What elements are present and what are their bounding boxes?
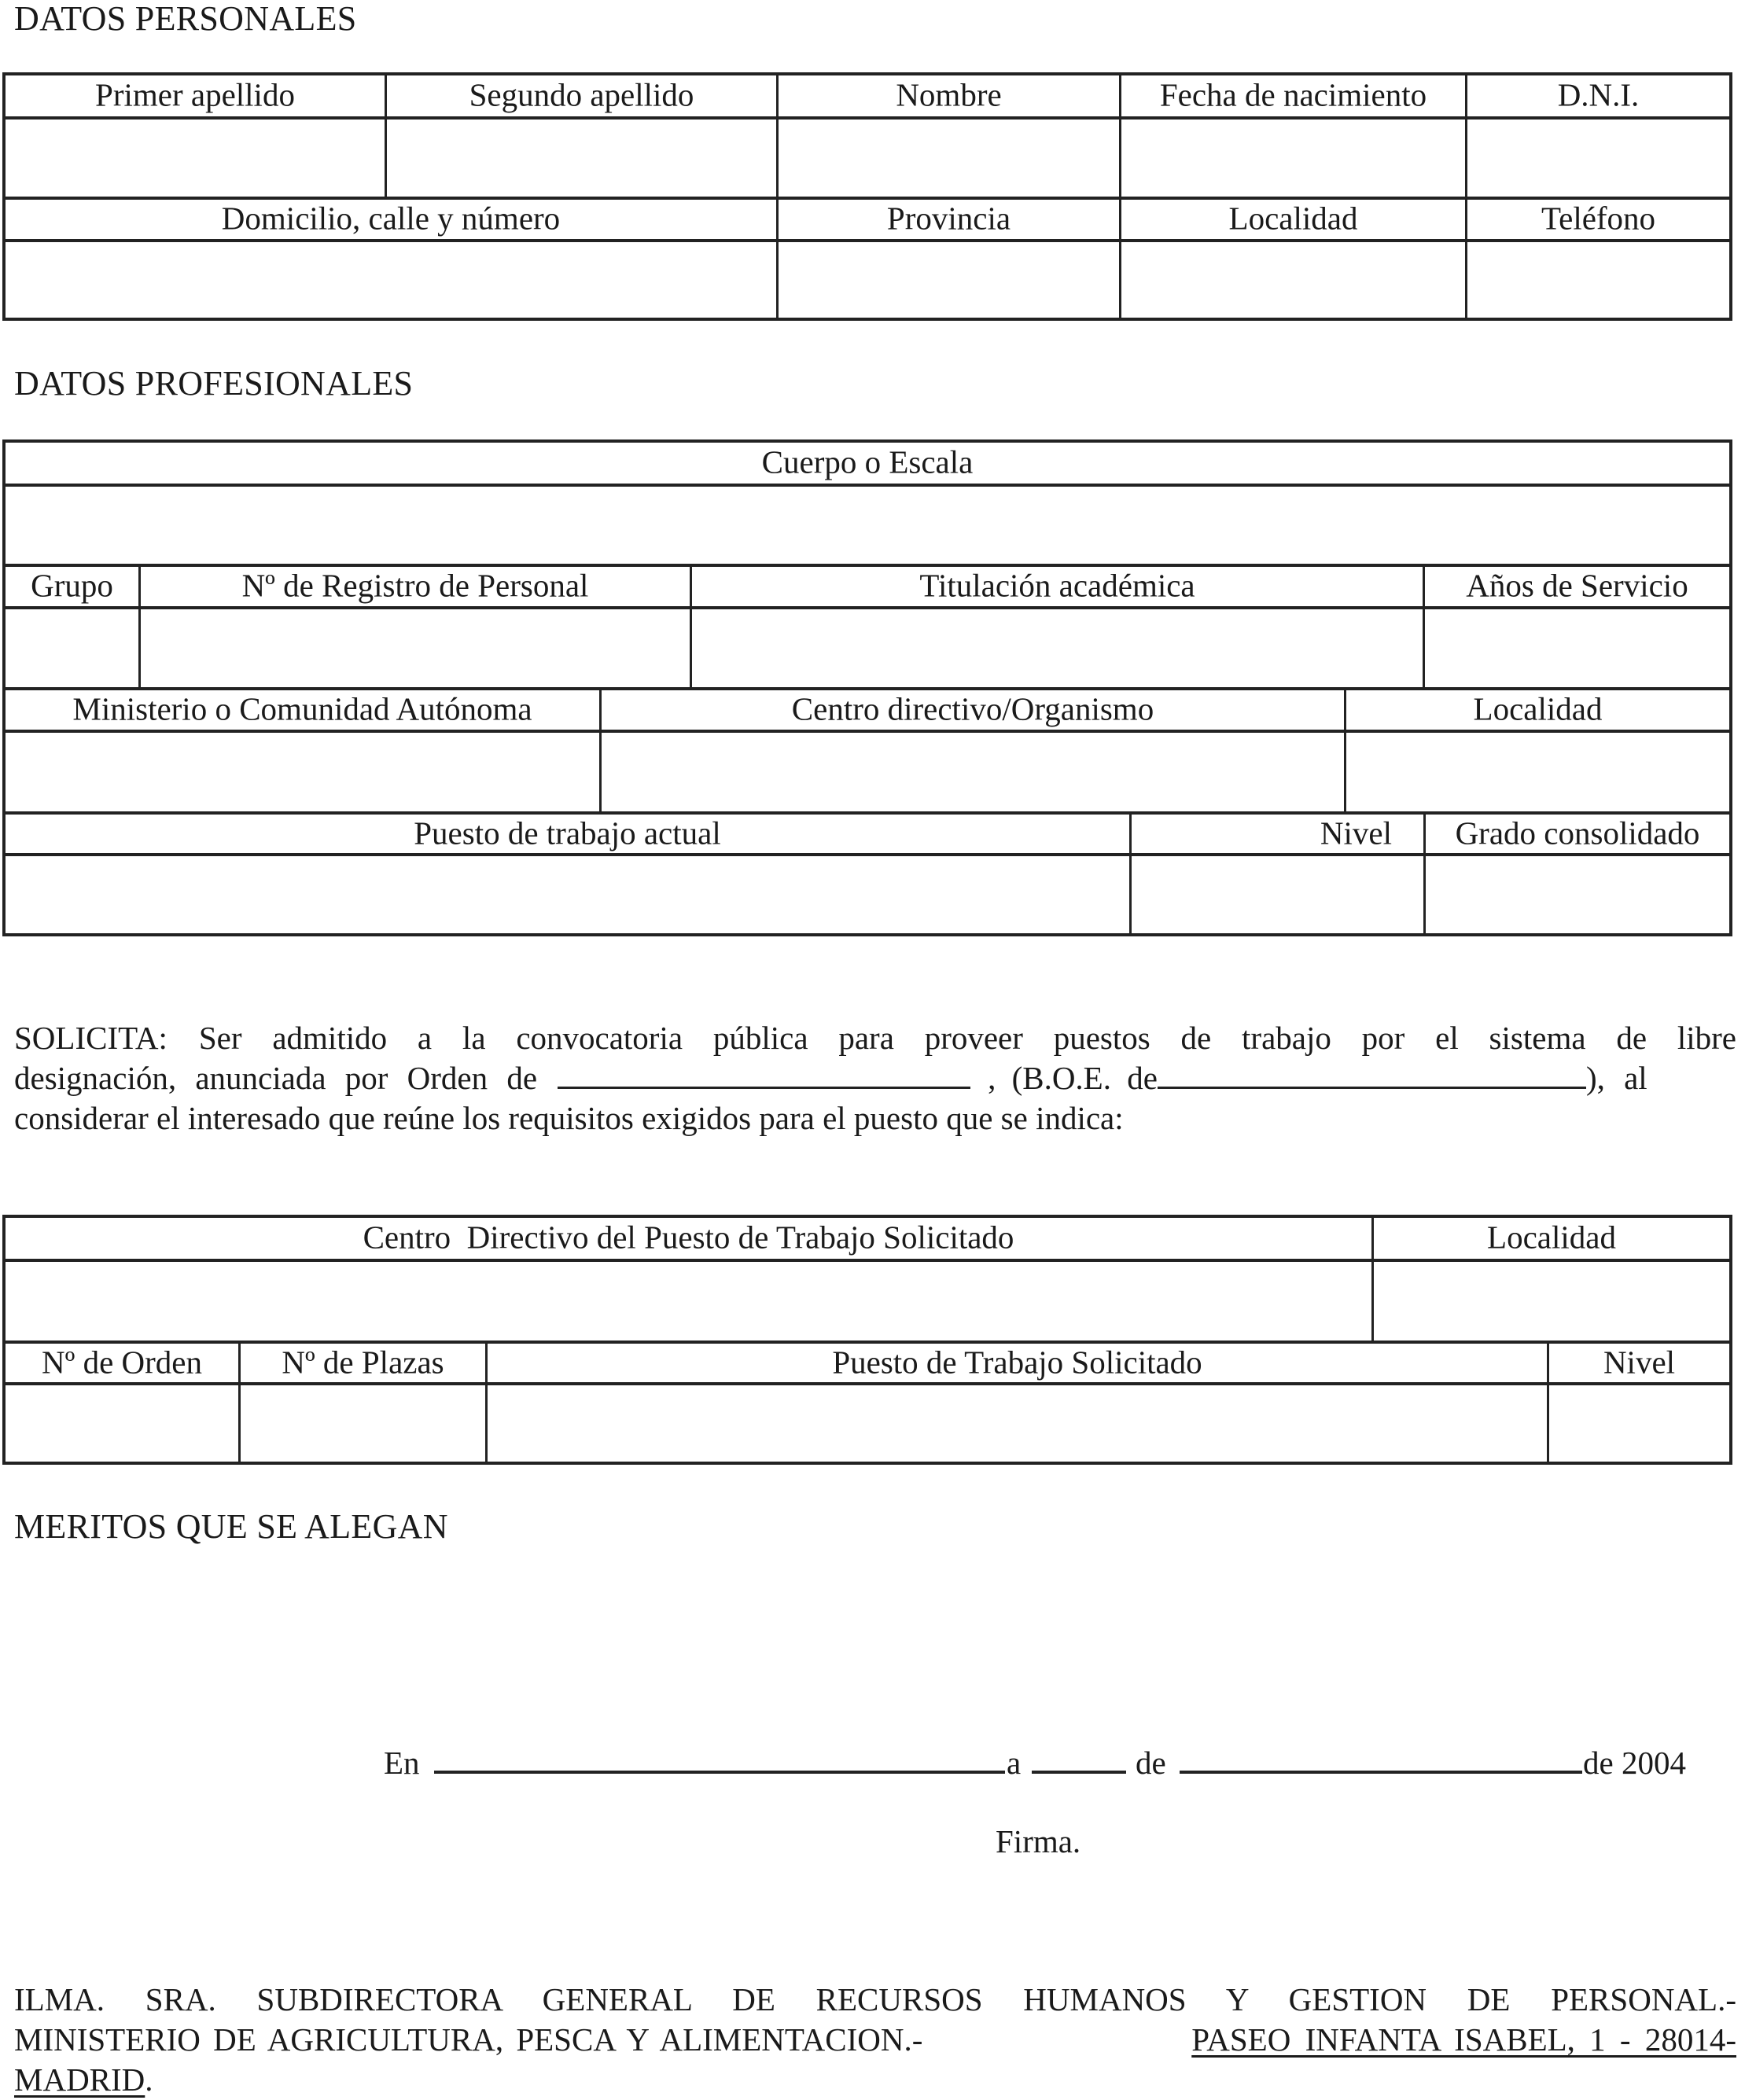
input-cell [1467,120,1729,197]
header-cell [387,75,779,116]
solicita-paragraph [14,1018,1736,1138]
header-cell [1467,200,1729,239]
personal-input-row-2 [6,242,1729,318]
professional-header-row-4 [6,815,1729,856]
requested-input-row-2 [6,1385,1729,1462]
professional-header-row-2 [6,567,1729,609]
header-cell [6,690,602,730]
titulacion-field[interactable] [697,614,1418,682]
personal-data-table [2,72,1732,321]
day-blank[interactable] [1032,1771,1126,1774]
merits-textarea[interactable] [14,1565,1732,1725]
header-cell [692,567,1425,606]
solicita-line-2-b: , (B.O.E. de [988,1060,1158,1096]
addressee-block [14,1980,1736,2100]
signature-a-label: a [1007,1745,1022,1781]
dni-field[interactable] [1472,124,1725,192]
input-cell [6,487,1729,564]
addressee-ministry: MINISTERIO DE AGRICULTURA, PESCA Y ALIMENTACION.- [14,2021,923,2058]
personal-header-row-1 [6,75,1729,120]
localidad-field[interactable] [1126,247,1460,313]
ministerio-field[interactable] [10,737,595,807]
header-cell [6,200,779,239]
grado-consolidado-field[interactable] [1430,861,1725,929]
header-domicilio: Domicilio, calle y número [221,200,561,237]
provincia-field[interactable] [783,247,1114,313]
addressee-line-1: ILMA. SRA. SUBDIRECTORA GENERAL DE RECURSOS HUMANOS Y GESTION DE PERSONAL.- [14,1981,1736,2017]
header-anos-servicio: Años de Servicio [1466,567,1688,604]
header-cell [6,815,1132,853]
solicita-line-1 [14,1018,1736,1058]
input-cell [602,733,1346,811]
header-cell [779,75,1121,116]
header-cell [6,567,141,606]
input-cell [6,120,387,197]
header-dni: D.N.I. [1557,76,1640,113]
header-cell [488,1344,1549,1382]
header-nivel-solicitado: Nivel [1603,1344,1676,1381]
header-cell [6,443,1729,484]
professional-input-row-2 [6,609,1729,690]
header-cell [1121,200,1467,239]
input-cell [488,1385,1549,1462]
domicilio-field[interactable] [10,247,771,313]
solicita-line-2-c: ), al [1585,1060,1647,1096]
cuerpo-escala-field[interactable] [10,491,1725,559]
solicita-line-2-a: designación, anunciada por Orden de [14,1060,538,1096]
header-numero-plazas: Nº de Plazas [282,1344,444,1381]
input-cell [6,609,141,687]
header-nombre: Nombre [896,76,1002,113]
header-localidad: Localidad [1228,200,1358,237]
centro-directivo-field[interactable] [606,737,1339,807]
input-cell [6,856,1132,933]
puesto-solicitado-field[interactable] [492,1390,1542,1457]
header-cell [1426,815,1729,853]
input-cell [1121,120,1467,197]
header-cell [602,690,1346,730]
section-title-personal: DATOS PERSONALES [14,0,357,38]
numero-plazas-field[interactable] [245,1390,480,1457]
professional-header-row-1 [6,443,1729,487]
localidad-solicitada-field[interactable] [1379,1267,1725,1336]
personal-header-row-2 [6,200,1729,242]
nivel-field[interactable] [1136,861,1419,929]
signature-year: de 2004 [1583,1745,1686,1781]
solicita-label: SOLICITA: [14,1020,168,1056]
header-centro-directivo: Centro directivo/Organismo [791,690,1154,727]
addressee-line-3 [14,2060,1736,2100]
header-cuerpo-escala: Cuerpo o Escala [761,443,974,480]
input-cell [141,609,692,687]
input-cell [6,733,602,811]
header-cell [1346,690,1729,730]
header-segundo-apellido: Segundo apellido [469,76,694,113]
segundo-apellido-field[interactable] [392,124,771,192]
registro-personal-field[interactable] [145,614,685,682]
header-primer-apellido: Primer apellido [95,76,295,113]
place-blank[interactable] [434,1771,1005,1774]
addressee-street: PASEO INFANTA ISABEL, 1 - 28014- [1191,2021,1736,2058]
puesto-actual-field[interactable] [10,861,1125,929]
professional-input-row-3 [6,733,1729,815]
header-grupo: Grupo [31,567,113,604]
professional-header-row-3 [6,690,1729,733]
input-cell [1425,609,1729,687]
solicita-line-3: considerar el interesado que reúne los requisitos exigidos para el puesto que se indica: [14,1100,1124,1136]
header-centro-directivo-solicitado: Centro Directivo del Puesto de Trabajo Solicitado [363,1219,1014,1256]
header-titulacion: Titulación académica [919,567,1195,604]
section-title-merits: MERITOS QUE SE ALEGAN [14,1507,448,1546]
professional-input-row-1 [6,487,1729,567]
anos-servicio-field[interactable] [1430,614,1725,682]
nivel-solicitado-field[interactable] [1554,1390,1725,1457]
input-cell [1121,242,1467,318]
requested-header-row-1 [6,1218,1729,1262]
signature-en-label: En [384,1745,420,1781]
header-cell [1467,75,1729,116]
header-cell [1121,75,1467,116]
input-cell [6,242,779,318]
header-registro-personal: Nº de Registro de Personal [241,567,589,604]
header-ministerio: Ministerio o Comunidad Autónoma [72,690,532,727]
signature-firma-label: Firma. [996,1823,1081,1859]
requested-input-row-1 [6,1262,1729,1344]
header-cell [1132,815,1426,853]
input-cell [1346,733,1729,811]
numero-orden-field[interactable] [10,1390,234,1457]
header-localidad-solicitada: Localidad [1487,1219,1616,1256]
header-cell [6,1218,1374,1259]
requested-header-row-2 [6,1344,1729,1385]
header-fecha-nacimiento: Fecha de nacimiento [1159,76,1427,113]
month-blank[interactable] [1180,1771,1582,1774]
signature-de-label: de [1136,1745,1166,1781]
fecha-nacimiento-field[interactable] [1126,124,1460,192]
grupo-field[interactable] [10,614,134,682]
professional-input-row-4 [6,856,1729,933]
input-cell [241,1385,488,1462]
input-cell [1426,856,1729,933]
header-grado-consolidado: Grado consolidado [1455,815,1700,851]
header-provincia: Provincia [886,200,1011,237]
header-cell [779,200,1121,239]
localidad-profesional-field[interactable] [1351,737,1725,807]
addressee-city: MADRID [14,2061,145,2098]
header-cell [1549,1344,1729,1382]
header-cell [6,1344,241,1382]
centro-directivo-solicitado-field[interactable] [10,1267,1367,1336]
header-cell [1374,1218,1729,1259]
header-telefono: Teléfono [1541,200,1656,237]
header-cell [241,1344,488,1382]
input-cell [6,1385,241,1462]
header-nivel: Nivel [1320,815,1392,851]
header-localidad-profesional: Localidad [1473,690,1603,727]
input-cell [1549,1385,1729,1462]
primer-apellido-field[interactable] [10,124,380,192]
section-title-professional: DATOS PROFESIONALES [14,364,414,403]
input-cell [6,1262,1374,1341]
orden-date-blank[interactable] [558,1060,970,1089]
header-cell [1425,567,1729,606]
input-cell [1467,242,1729,318]
input-cell [1374,1262,1729,1341]
header-puesto-solicitado: Puesto de Trabajo Solicitado [832,1344,1202,1381]
input-cell [692,609,1425,687]
boe-date-blank[interactable] [1158,1060,1586,1089]
input-cell [779,242,1121,318]
header-puesto-actual: Puesto de trabajo actual [414,815,721,851]
personal-input-row-1 [6,120,1729,200]
header-numero-orden: Nº de Orden [42,1344,202,1381]
input-cell [387,120,779,197]
nombre-field[interactable] [783,124,1114,192]
professional-data-table [2,439,1732,936]
addressee-period: . [145,2061,153,2098]
header-cell [6,75,387,116]
input-cell [1132,856,1426,933]
requested-post-table [2,1215,1732,1465]
input-cell [779,120,1121,197]
addressee-line-2 [14,2020,1736,2060]
solicita-line-2 [14,1058,1736,1098]
solicita-line-1-text: Ser admitido a la convocatoria pública para proveer puestos de trabajo por el sistema de libre [198,1020,1736,1056]
header-cell [141,567,692,606]
telefono-field[interactable] [1472,247,1725,313]
